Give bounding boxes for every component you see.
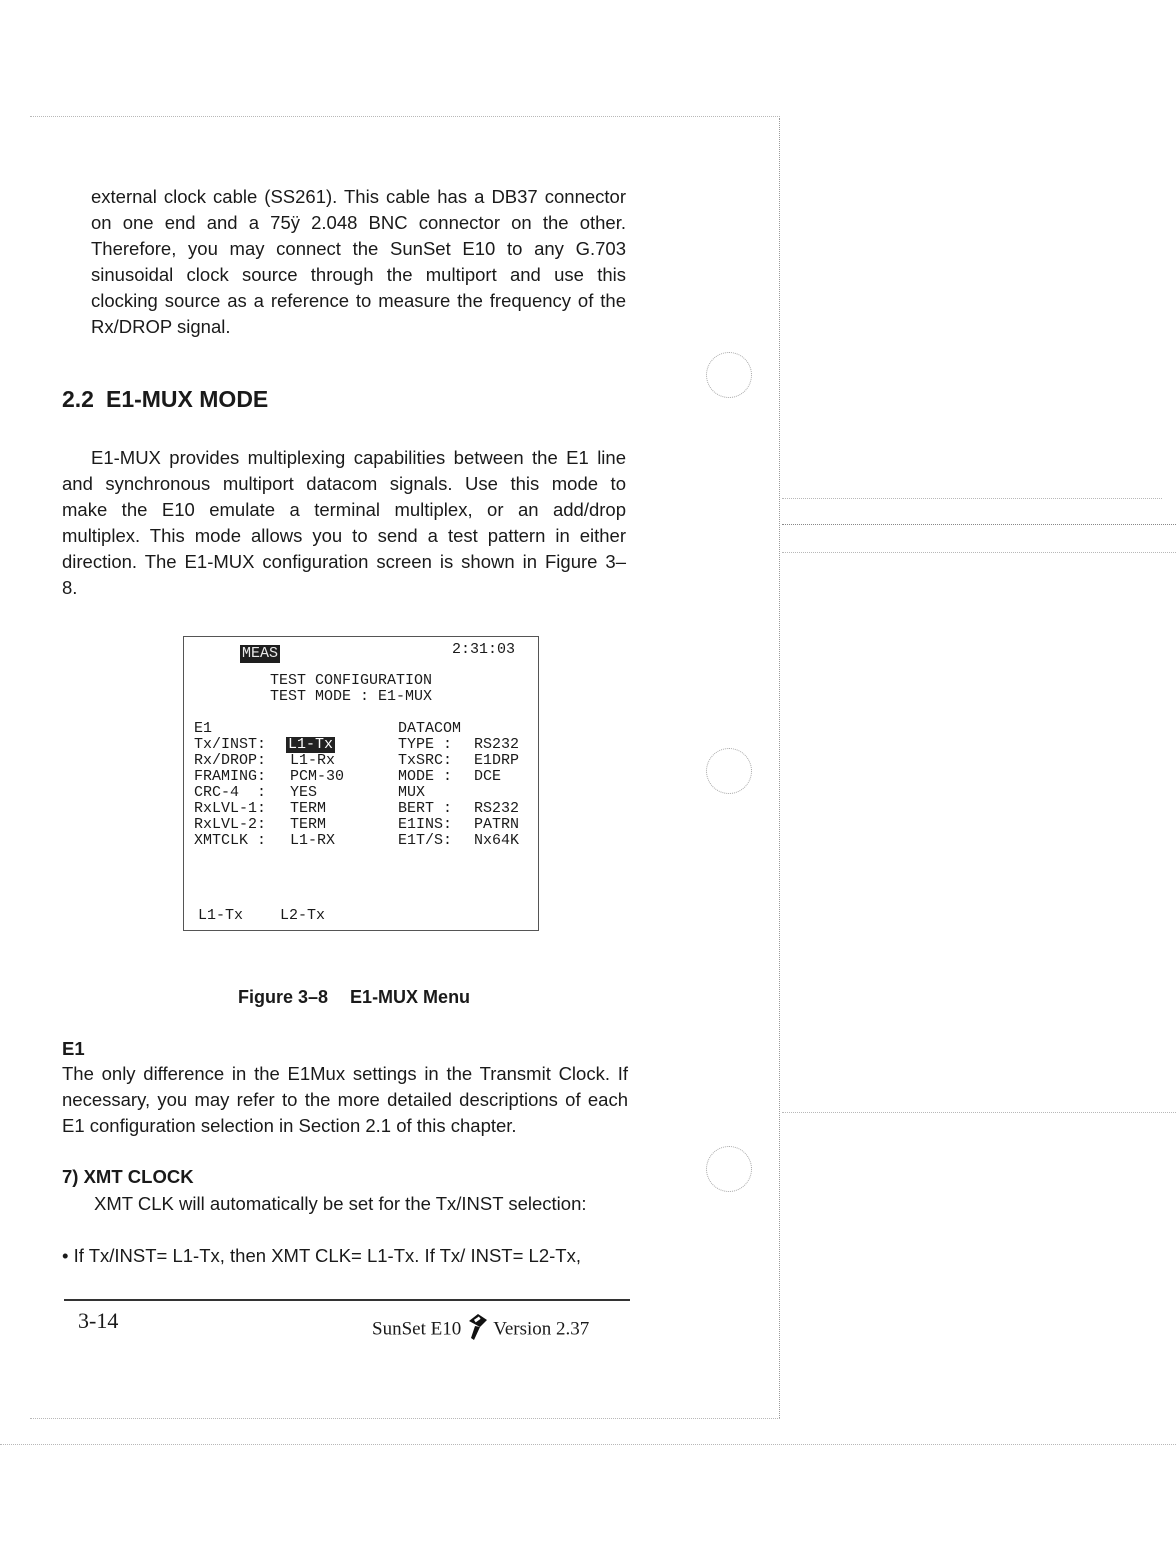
screen-label: MUX (398, 784, 426, 801)
text-line: E1-MUX provides multiplexing capabilities between the E1 line (91, 447, 626, 468)
screen-label: Rx/DROP: (194, 752, 267, 769)
text-line: E1 configuration selection in Section 2.1 of this chapter. (62, 1115, 517, 1136)
screen-label: TxSRC: (398, 752, 453, 769)
screen-heading: TEST CONFIGURATION (270, 672, 433, 689)
screen-value[interactable]: RS232 (474, 736, 520, 753)
softkey-l1-tx[interactable]: L1-Tx (198, 907, 244, 924)
bullet-line: • If Tx/INST= L1-Tx, then XMT CLK= L1-Tx. If Tx/ INST= L2-Tx, (62, 1245, 581, 1266)
sunset-logo-icon (465, 1312, 489, 1348)
screen-clock: 2:31:03 (452, 641, 516, 658)
text-line: sinusoidal clock source through the multiport and use this (91, 264, 626, 285)
subsection-heading-e1: E1 (62, 1038, 85, 1059)
screen-value[interactable]: PCM-30 (290, 768, 345, 785)
e1-paragraph (62, 1061, 628, 1139)
screen-value[interactable]: TERM (290, 816, 327, 833)
scan-edge-bottom (30, 1418, 780, 1419)
product-name: SunSet E10 (372, 1318, 462, 1340)
screen-value[interactable]: L1-RX (290, 832, 336, 849)
text-line: necessary, you may refer to the more detailed descriptions of each (62, 1089, 628, 1110)
figure-title: E1-MUX Menu (350, 987, 471, 1007)
footer-title (372, 1312, 589, 1348)
screen-value[interactable]: L1-Rx (290, 752, 336, 769)
section-heading (62, 386, 268, 413)
binder-hole (706, 748, 752, 794)
text-line: direction. The E1-MUX configuration screen is shown in Figure 3– (62, 551, 626, 572)
text-line: The only difference in the E1Mux settings in the Transmit Clock. If (62, 1063, 628, 1084)
binder-hole (706, 352, 752, 398)
footer-rule (64, 1299, 630, 1301)
figure-caption (238, 987, 470, 1008)
scan-edge-lower (0, 1444, 1176, 1445)
screen-value[interactable]: TERM (290, 800, 327, 817)
xmt-clock-line: XMT CLK will automatically be set for the Tx/INST selection: (94, 1193, 587, 1214)
scan-mark-4 (782, 1112, 1176, 1113)
text-line: multiplex. This mode allows you to send a test pattern in either (62, 525, 626, 546)
screen-label: RxLVL-1: (194, 800, 267, 817)
scan-mark-2 (782, 524, 1176, 525)
intro-paragraph (91, 184, 626, 340)
softkey-l2-tx[interactable]: L2-Tx (280, 907, 326, 924)
text-line: Rx/DROP signal. (91, 316, 231, 337)
text-line: make the E10 emulate a terminal multiplex, or an add/drop (62, 499, 626, 520)
screen-label: RxLVL-2: (194, 816, 267, 833)
text-line: on one end and a 75ÿ 2.048 BNC connector on the other. (91, 212, 626, 233)
page-edge-right (779, 118, 780, 1418)
page-number: 3-14 (78, 1308, 119, 1333)
version-label: Version 2.37 (493, 1318, 590, 1340)
screen-value-selected[interactable]: L1-Tx (288, 736, 334, 753)
screen-value[interactable]: DCE (474, 768, 502, 785)
screen-label: E1T/S: (398, 832, 453, 849)
screen-label: MODE : (398, 768, 453, 785)
section-paragraph (62, 445, 626, 601)
text-line: Therefore, you may connect the SunSet E10 to any G.703 (91, 238, 626, 259)
screen-value[interactable]: E1DRP (474, 752, 520, 769)
screen-group-datacom: DATACOM (398, 720, 462, 737)
screen-label: Tx/INST: (194, 736, 267, 753)
figure-label: Figure 3–8 (238, 987, 329, 1007)
section-title: E1-MUX MODE (105, 386, 269, 412)
scan-mark-1 (782, 498, 1162, 499)
screen-label: FRAMING: (194, 768, 267, 785)
screen-value[interactable]: RS232 (474, 800, 520, 817)
screen-group-e1: E1 (194, 720, 213, 737)
screen-label: XMTCLK : (194, 832, 267, 849)
text-line: external clock cable (SS261). This cable has a DB37 connector (91, 186, 626, 207)
screen-value[interactable]: PATRN (474, 816, 520, 833)
scan-mark-3 (782, 552, 1176, 553)
scan-edge-top (30, 116, 780, 117)
screen-value[interactable]: YES (290, 784, 318, 801)
text-line: and synchronous multiport datacom signals. Use this mode to (62, 473, 626, 494)
screen-value[interactable]: Nx64K (474, 832, 520, 849)
screen-label: BERT : (398, 800, 453, 817)
binder-hole (706, 1146, 752, 1192)
subsection-heading-xmt-clock: 7) XMT CLOCK (62, 1166, 194, 1187)
screen-label: TYPE : (398, 736, 453, 753)
screen-label: E1INS: (398, 816, 453, 833)
text-line: clocking source as a reference to measure the frequency of the (91, 290, 626, 311)
meas-badge: MEAS (242, 645, 279, 662)
screen-label: CRC-4 : (194, 784, 267, 801)
section-number: 2.2 (62, 386, 94, 412)
device-screen (183, 636, 539, 931)
text-line: 8. (62, 577, 78, 598)
screen-mode: TEST MODE : E1-MUX (270, 688, 433, 705)
